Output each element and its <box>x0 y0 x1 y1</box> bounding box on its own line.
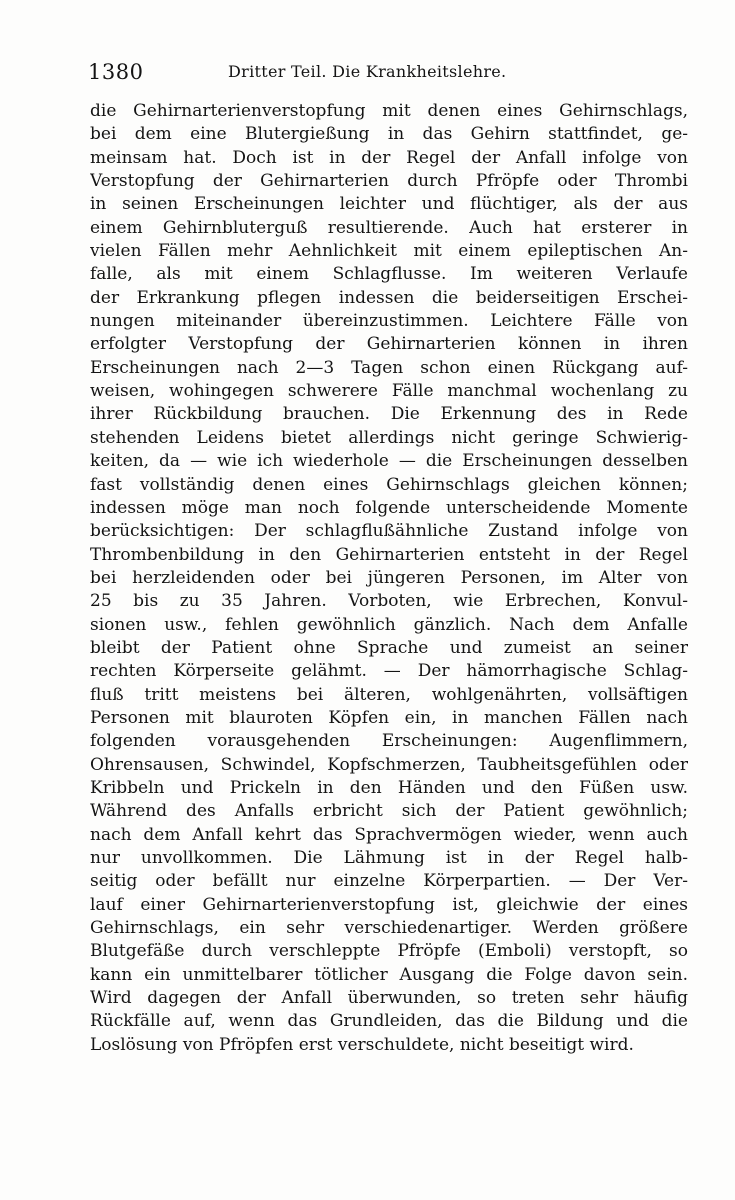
text-line: meinsam hat. Doch ist in der Regel der Anfall infolge von <box>90 147 688 168</box>
text-line: Verstopfung der Gehirnarterien durch Pfröpfe oder Thrombi <box>90 171 688 192</box>
text-line: einem Gehirnbluterguß resultierende. Auch hat ersterer in <box>90 217 688 238</box>
text-line: Loslösung von Pfröpfen erst verschuldete, nicht beseitigt wird. <box>90 1034 634 1055</box>
text-line: falle, als mit einem Schlagflusse. Im weiteren Verlaufe <box>90 264 688 285</box>
text-line: bei herzleidenden oder bei jüngeren Personen, im Alter von <box>90 567 688 588</box>
text-line: kann ein unmittelbarer tötlicher Ausgang die Folge davon sein. <box>90 964 688 985</box>
text-line: Kribbeln und Prickeln in den Händen und den Füßen usw. <box>90 777 688 798</box>
text-line: rechten Körperseite gelähmt. — Der hämorrhagische Schlag- <box>90 661 688 682</box>
text-line: Thrombenbildung in den Gehirnarterien entsteht in der Regel <box>90 544 688 565</box>
text-line: keiten, da — wie ich wiederhole — die Erscheinungen desselben <box>90 451 688 472</box>
page-header <box>88 60 688 90</box>
text-line: Gehirnschlags, ein sehr verschiedenartiger. Werden größere <box>90 918 688 939</box>
text-line: indessen möge man noch folgende unterscheidende Momente <box>90 497 688 518</box>
text-line: bei dem eine Blutergießung in das Gehirn stattfindet, ge- <box>90 124 688 145</box>
text-line: fluß tritt meistens bei älteren, wohlgenährten, vollsäftigen <box>90 684 688 705</box>
text-line: nur unvollkommen. Die Lähmung ist in der Regel halb- <box>90 848 688 868</box>
text-line: Personen mit blauroten Köpfen ein, in manchen Fällen nach <box>90 707 688 728</box>
text-line: fast vollständig denen eines Gehirnschlags gleichen können; <box>90 474 688 495</box>
text-line: vielen Fällen mehr Aehnlichkeit mit einem epileptischen An- <box>90 241 688 262</box>
text-line: Ohrensausen, Schwindel, Kopfschmerzen, Taubheitsgefühlen oder <box>90 754 688 775</box>
text-line: folgenden vorausgehenden Erscheinungen: Augenflimmern, <box>90 731 688 752</box>
text-line: 25 bis zu 35 Jahren. Vorboten, wie Erbrechen, Konvul- <box>90 591 688 612</box>
text-line: weisen, wohingegen schwerere Fälle manchmal wochenlang zu <box>90 381 688 402</box>
text-line: die Gehirnarterienverstopfung mit denen eines Gehirnschlags, <box>90 101 688 121</box>
text-line: Erscheinungen nach 2—3 Tagen schon einen Rückgang auf- <box>90 357 688 378</box>
text-line: ihrer Rückbildung brauchen. Die Erkennung des in Rede <box>90 404 688 425</box>
text-line: Während des Anfalls erbricht sich der Patient gewöhnlich; <box>90 801 688 822</box>
text-line: Wird dagegen der Anfall überwunden, so treten sehr häufig <box>90 988 688 1009</box>
running-head: Dritter Teil. Die Krankheitslehre. <box>228 62 507 81</box>
text-line: nach dem Anfall kehrt das Sprachvermögen wieder, wenn auch <box>90 824 688 845</box>
text-line: sionen usw., fehlen gewöhnlich gänzlich. Nach dem Anfalle <box>90 614 688 635</box>
text-line: Blutgefäße durch verschleppte Pfröpfe (Emboli) verstopft, so <box>90 941 688 962</box>
text-line: bleibt der Patient ohne Sprache und zumeist an seiner <box>90 637 688 658</box>
page-number: 1380 <box>88 60 144 84</box>
text-line: in seinen Erscheinungen leichter und flüchtiger, als der aus <box>90 194 688 215</box>
text-line: stehenden Leidens bietet allerdings nicht geringe Schwierig- <box>90 427 688 448</box>
text-line: nungen miteinander übereinzustimmen. Leichtere Fälle von <box>90 311 688 332</box>
text-line: erfolgter Verstopfung der Gehirnarterien können in ihren <box>90 334 688 355</box>
text-line: seitig oder befällt nur einzelne Körperpartien. — Der Ver- <box>90 871 688 892</box>
text-line: lauf einer Gehirnarterienverstopfung ist, gleichwie der eines <box>90 894 688 915</box>
text-line: berücksichtigen: Der schlagflußähnliche Zustand infolge von <box>90 521 688 542</box>
text-line: Rückfälle auf, wenn das Grundleiden, das die Bildung und die <box>90 1011 688 1032</box>
text-line: der Erkrankung pflegen indessen die beiderseitigen Erschei- <box>90 287 688 308</box>
body-text <box>90 100 688 1057</box>
